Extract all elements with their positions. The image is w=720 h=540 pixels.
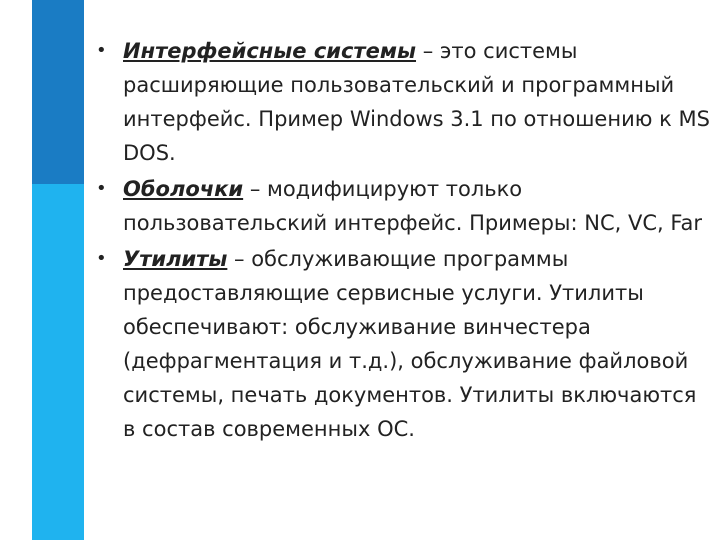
definition-shells: – модифицируют только пользовательский интерфейс. Примеры: NC, VC, Far [123,177,703,235]
list-item-interface-systems [96,34,712,170]
slide-content [96,34,712,448]
bullet-icon: • [96,248,107,269]
list-item-shells [96,172,712,240]
decorative-bar-bottom [32,184,84,540]
term-utilities: Утилиты [123,247,228,271]
bullet-icon: • [96,178,107,199]
term-shells: Оболочки [123,177,244,201]
list-item-utilities [96,242,712,446]
definition-utilities: – обслуживающие программы предоставляющие сервисные услуги. Утилиты обеспечивают: обслуживание винчестера (дефрагментация и т.д.), обслуживание файловой системы, печать документов. Утилиты включаются в состав современных ОС. [123,247,697,441]
definition-interface-systems: – это системы расширяющие пользовательский и программный интерфейс. Пример Windows 3.1 по отношению к MS DOS. [123,39,710,165]
term-interface-systems: Интерфейсные системы [123,39,417,63]
decorative-bar-top [32,0,84,184]
bullet-icon: • [96,40,107,61]
